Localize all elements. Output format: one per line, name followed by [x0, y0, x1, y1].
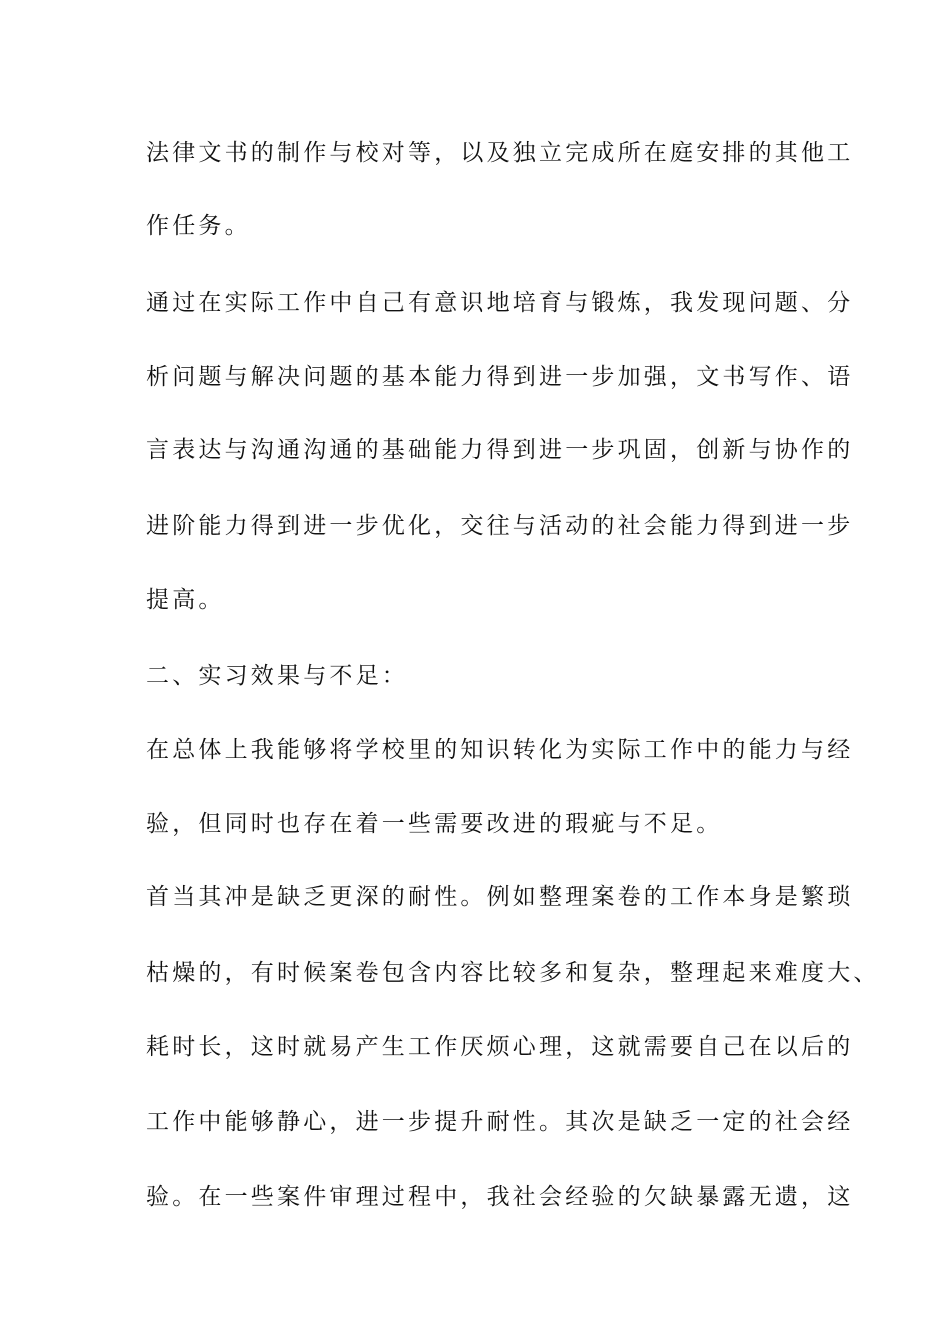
text-line: 首当其冲是缺乏更深的耐性。例如整理案卷的工作本身是繁琐 [146, 884, 854, 910]
text-line: 工作中能够静心，进一步提升耐性。其次是缺乏一定的社会经 [146, 1109, 854, 1135]
text-line: 法律文书的制作与校对等，以及独立完成所在庭安排的其他工 [146, 140, 854, 166]
text-line: 验，但同时也存在着一些需要改进的瑕疵与不足。 [146, 811, 723, 837]
text-line: 在总体上我能够将学校里的知识转化为实际工作中的能力与经 [146, 737, 854, 763]
text-line: 析问题与解决问题的基本能力得到进一步加强，文书写作、语 [146, 364, 854, 390]
text-line: 进阶能力得到进一步优化，交往与活动的社会能力得到进一步 [146, 513, 854, 539]
text-line: 验。在一些案件审理过程中，我社会经验的欠缺暴露无遗，这 [146, 1184, 854, 1210]
text-line: 言表达与沟通沟通的基础能力得到进一步巩固，创新与协作的 [146, 437, 854, 463]
text-line: 枯燥的，有时候案卷包含内容比较多和复杂，整理起来难度大、 [146, 960, 880, 986]
text-line: 作任务。 [146, 213, 251, 239]
section-heading: 二、实习效果与不足： [146, 663, 408, 689]
text-line: 提高。 [146, 587, 225, 613]
text-line: 耗时长，这时就易产生工作厌烦心理，这就需要自己在以后的 [146, 1034, 854, 1060]
text-line: 通过在实际工作中自己有意识地培育与锻炼，我发现问题、分 [146, 290, 854, 316]
